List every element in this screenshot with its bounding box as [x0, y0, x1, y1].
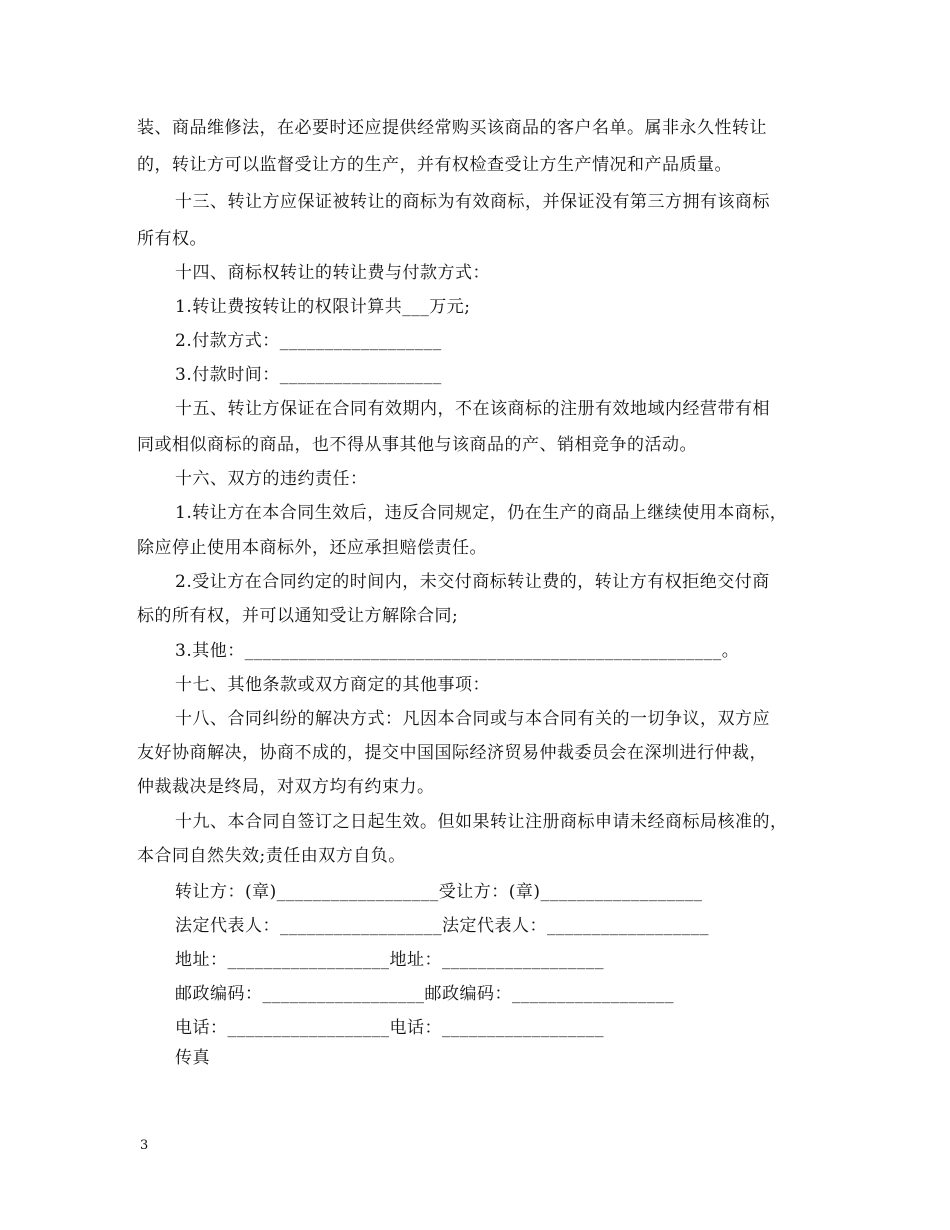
text-line: 同或相似商标的商品，也不得从事其他与该商品的产、销相竞争的活动。 — [137, 435, 697, 455]
text-line: 的，转让方可以监督受让方的生产，并有权检查受让方生产情况和产品质量。 — [137, 155, 732, 175]
text-line: 十四、商标权转让的转让费与付款方式： — [175, 263, 490, 283]
text-line: 所有权。 — [137, 229, 207, 249]
text-line: 除应停止使用本商标外，还应承担赔偿责任。 — [137, 538, 487, 558]
text-line: 3.付款时间：__________________ — [175, 365, 442, 385]
text-line: 仲裁裁决是终局，对双方均有约束力。 — [137, 777, 435, 797]
text-line: 十七、其他条款或双方商定的其他事项： — [175, 675, 490, 695]
text-line: 十六、双方的违约责任： — [175, 469, 368, 489]
signature-line: 法定代表人：__________________法定代表人：__________________ — [175, 916, 709, 936]
text-line: 3.其他：_____________________________________________________。 — [175, 641, 740, 661]
text-line: 2.付款方式：__________________ — [175, 331, 442, 351]
text-line: 1.转让方在本合同生效后，违反合同规定，仍在生产的商品上继续使用本商标， — [175, 503, 788, 523]
text-line: 十五、转让方保证在合同有效期内，不在该商标的注册有效地域内经营带有相 — [175, 399, 770, 419]
text-line: 装、商品维修法，在必要时还应提供经常购买该商品的客户名单。属非永久性转让 — [137, 118, 767, 138]
text-line: 十九、本合同自签订之日起生效。但如果转让注册商标申请未经商标局核准的， — [175, 812, 788, 832]
signature-line: 电话：__________________电话：__________________ — [175, 1018, 604, 1038]
text-line: 友好协商解决，协商不成的，提交中国国际经济贸易仲裁委员会在深圳进行仲裁， — [137, 743, 767, 763]
text-line: 1.转让费按转让的权限计算共___万元; — [175, 297, 471, 317]
signature-line: 地址：__________________地址：__________________ — [175, 950, 604, 970]
signature-line: 转让方：(章)__________________受让方：(章)__________________ — [175, 882, 703, 902]
text-line: 本合同自然失效;责任由双方自负。 — [137, 846, 406, 866]
page-number: 3 — [140, 1138, 149, 1153]
text-line: 十三、转让方应保证被转让的商标为有效商标，并保证没有第三方拥有该商标 — [175, 192, 770, 212]
text-line: 十八、合同纠纷的解决方式：凡因本合同或与本合同有关的一切争议，双方应 — [175, 709, 770, 729]
signature-line: 邮政编码：__________________邮政编码：__________________ — [175, 984, 674, 1004]
text-line: 2.受让方在合同约定的时间内，未交付商标转让费的，转让方有权拒绝交付商 — [175, 572, 770, 592]
text-line: 标的所有权，并可以通知受让方解除合同; — [137, 606, 459, 626]
signature-line: 传真 — [175, 1048, 210, 1068]
